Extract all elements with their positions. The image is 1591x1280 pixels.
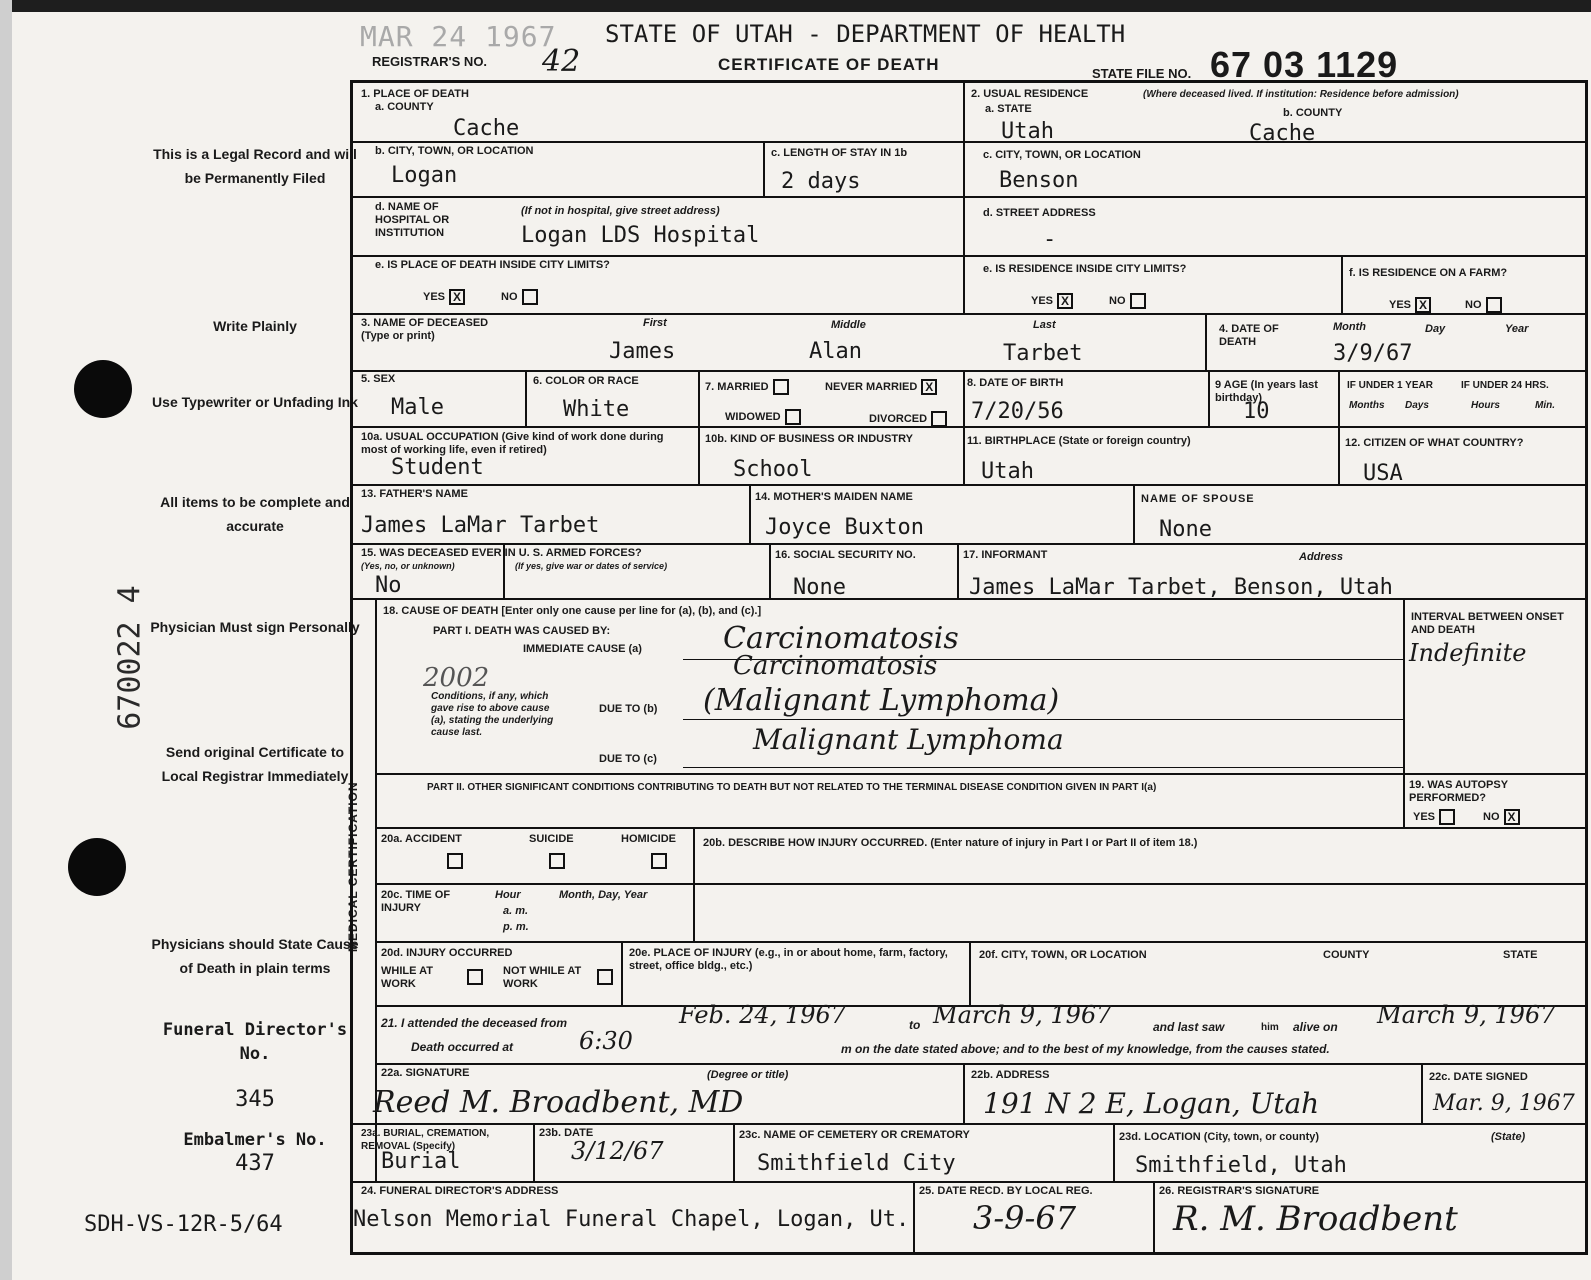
scan-top-edge [0,0,1591,12]
label-sig-address: 22b. ADDRESS [971,1069,1050,1081]
rule [353,313,1588,315]
label-res-city: c. CITY, TOWN, OR LOCATION [983,149,1141,161]
funeral-director-no: 345 [235,1087,275,1112]
rule [1338,426,1340,484]
value-race: White [563,397,630,422]
registrar-no-label: REGISTRAR'S NO. [372,54,488,69]
label-reg-sig: 26. REGISTRAR'S SIGNATURE [1159,1185,1320,1197]
label-month: Month [1333,321,1366,333]
farm-no: NO [1465,297,1502,313]
value-age: 10 [1243,399,1270,424]
rule [375,883,1588,885]
value-burial: Burial [381,1149,461,1174]
handwritten-date-signed: Mar. 9, 1967 [1433,1091,1575,1116]
label-birthplace: 11. BIRTHPLACE (State or foreign country) [967,435,1191,447]
label-last-saw: and last saw [1153,1020,1225,1034]
side-note: Write Plainly [213,318,297,334]
value-occupation: Student [391,455,484,480]
checkbox-no[interactable]: X [1504,809,1520,825]
label-am: a. m. [503,905,529,917]
value-street: - [1043,227,1057,252]
handwritten-cause-b: (Malignant Lymphoma) [703,683,1060,718]
rule [353,370,1588,372]
checkbox-yes[interactable] [1439,809,1455,825]
checkbox-homicide[interactable] [651,853,667,869]
rule [353,196,1588,198]
label-min: Min. [1535,400,1555,411]
label-sex: 5. SEX [361,373,396,385]
value-hospital: Logan LDS Hospital [521,223,760,248]
rule [1338,370,1340,428]
label-married: 7. MARRIED [705,379,789,395]
handwritten-attend-from: Feb. 24, 1967 [679,1001,847,1029]
value-county: Cache [453,116,520,141]
value-father: James LaMar Tarbet [361,513,600,538]
rule [683,767,1403,768]
value-res-county: Cache [1249,121,1316,146]
checkbox-yes[interactable]: X [449,289,465,305]
checkbox-no[interactable] [522,289,538,305]
registrar-no: 42 [542,44,581,79]
label-hours: Hours [1471,400,1500,411]
label-date-signed: 22c. DATE SIGNED [1429,1071,1528,1083]
label-injury-state: STATE [1503,949,1538,961]
label-county: a. COUNTY [375,101,434,113]
value-armed: No [375,573,402,598]
checkbox-suicide[interactable] [549,853,565,869]
embalmer-no: 437 [235,1151,275,1176]
rule [913,1181,915,1255]
typed-cause-a: Carcinomatosis [733,651,938,681]
value-city: Logan [391,163,458,188]
value-res-state: Utah [1001,119,1054,144]
label-address: Address [1299,551,1344,563]
autopsy-yes: YES [1413,809,1455,825]
label-hospital-note: (If not in hospital, give street address) [521,205,720,217]
label-mdy: Month, Day, Year [559,889,648,901]
rule [353,1123,1588,1125]
checkbox-not-work[interactable] [597,969,613,985]
label-date-recd: 25. DATE RECD. BY LOCAL REG. [919,1185,1093,1197]
rule [375,827,1588,829]
label-injury-how: 20b. DESCRIBE HOW INJURY OCCURRED. (Enter nature of injury in Part I or Part II of item 18.) [703,837,1198,849]
label-hour: Hour [495,889,521,901]
value-middle-name: Alan [809,339,862,364]
rule [621,941,623,1005]
side-note: Physicians should State Cause of Death in plain terms [151,936,359,976]
label-dob: 8. DATE OF BIRTH [967,377,1064,389]
label-injury-county: COUNTY [1323,949,1370,961]
state-file-label: STATE FILE NO. [1092,66,1192,81]
label-widowed: WIDOWED [725,409,801,425]
label-suicide: SUICIDE [529,833,574,845]
label-city-injury: 20f. CITY, TOWN, OR LOCATION [979,949,1147,961]
checkbox-married[interactable] [773,379,789,395]
label-time-injury: 20c. TIME OF INJURY [381,889,451,914]
label-death-at: Death occurred at [411,1040,514,1054]
rule [963,426,965,484]
rule [353,255,1588,257]
label-accident: 20a. ACCIDENT [381,833,462,845]
rule [1341,255,1343,313]
label-usual-residence: 2. USUAL RESIDENCE [971,88,1089,100]
handwritten-reg-sig: R. M. Broadbent [1173,1199,1458,1239]
label-cause: 18. CAUSE OF DEATH [Enter only one cause per line for (a), (b), and (c).] [383,605,762,617]
label-funeral: 24. FUNERAL DIRECTOR'S ADDRESS [361,1185,559,1197]
rule [353,1181,1588,1183]
label-him: him [1261,1022,1279,1033]
label-under24: IF UNDER 24 HRS. [1461,380,1549,391]
rule [1113,1123,1115,1181]
rule [969,941,971,1005]
punch-hole [68,838,126,896]
label-due-b: DUE TO (b) [599,703,658,715]
handwritten-cause-c: Malignant Lymphoma [753,723,1064,756]
label-first: First [643,317,667,329]
label-location: 23d. LOCATION (City, town, or county) [1119,1131,1320,1143]
label-to: to [909,1018,921,1032]
label-while-work: WHILE AT WORK [381,965,433,990]
res-in-city-yes: YES X [1031,293,1073,309]
side-note: Use Typewriter or Unfading Ink [152,394,358,410]
label-state: a. STATE [985,103,1032,115]
rule [525,370,527,427]
rule [963,83,965,313]
checkbox-while-work[interactable] [467,969,483,985]
rule [963,1063,965,1123]
received-stamp: MAR 24 1967 [360,20,557,53]
label-not-work: NOT WHILE AT WORK [503,965,582,990]
label-spouse: NAME OF SPOUSE [1141,493,1255,505]
label-part1: PART I. DEATH WAS CAUSED BY: [433,625,611,637]
handwritten-cause-a: Carcinomatosis [723,621,959,656]
rule [683,719,1403,720]
checkbox-divorced[interactable] [931,411,947,427]
label-armed: 15. WAS DECEASED EVER IN U. S. ARMED FORCES? [361,547,642,559]
label-father: 13. FATHER'S NAME [361,488,468,500]
label-date-death: 4. DATE OF DEATH [1219,323,1279,348]
handwritten-interval: Indefinite [1409,639,1527,667]
farm-yes: YES X [1389,297,1431,313]
scan-left-edge [0,0,12,1280]
label-occupation: 10a. USUAL OCCUPATION (Give kind of work done during most of working life, even if retired) [361,431,664,456]
label-residence-note: (Where deceased lived. If institution: Residence before admission) [1143,89,1459,100]
certificate-title: CERTIFICATE OF DEATH [718,55,940,74]
label-divorced: DIVORCED [869,411,947,427]
rule [533,1123,535,1181]
checkbox-never-married[interactable]: X [921,379,937,395]
value-last-name: Tarbet [1003,341,1083,366]
rule [1421,1063,1423,1123]
embalmer-label: Embalmer's No. [183,1130,327,1150]
label-street: d. STREET ADDRESS [983,207,1096,219]
value-first-name: James [609,339,676,364]
value-res-city: Benson [999,168,1079,193]
page-header: STATE OF UTAH - DEPARTMENT OF HEALTH [605,20,1126,48]
checkbox-yes[interactable]: X [1415,297,1431,313]
label-cemetery: 23c. NAME OF CEMETERY OR CREMATORY [739,1129,970,1141]
label-months: Months [1349,400,1385,411]
label-city: b. CITY, TOWN, OR LOCATION [375,145,534,157]
rule [957,543,959,598]
rule [763,141,765,196]
label-citizen: 12. CITIZEN OF WHAT COUNTRY? [1345,437,1524,449]
label-part2: PART II. OTHER SIGNIFICANT CONDITIONS CONTRIBUTING TO DEATH BUT NOT RELATED TO THE TERMINAL DISEASE CONDITION GIVEN IN PART I(a) [427,782,1157,793]
rule [353,426,1588,428]
label-informant: 17. INFORMANT [963,549,1048,561]
label-day: Day [1425,323,1446,335]
vertical-document-number: 670022 4 [112,585,148,730]
label-never-married: NEVER MARRIED X [825,379,937,395]
label-interval: INTERVAL BETWEEN ONSET AND DEATH [1411,611,1564,636]
label-age: 9 AGE (In years last birthday) [1215,379,1318,404]
label-degree: (Degree or title) [707,1069,789,1081]
label-burial-date: 23b. DATE [539,1127,594,1139]
rule [693,827,695,941]
rule [749,484,751,543]
label-ssn: 16. SOCIAL SECURITY NO. [775,549,916,561]
value-informant: James LaMar Tarbet, Benson, Utah [969,575,1393,600]
state-file-no: 67 03 1129 [1210,44,1399,85]
handwritten-burial-date: 3/12/67 [571,1137,664,1165]
label-business: 10b. KIND OF BUSINESS OR INDUSTRY [705,433,914,445]
handwritten-sig-address: 191 N 2 E, Logan, Utah [983,1087,1320,1120]
handwritten-attend-to: March 9, 1967 [933,1001,1112,1029]
rule [1403,773,1405,827]
label-armed-note1: (Yes, no, or unknown) [361,561,455,571]
label-days: Days [1405,400,1429,411]
label-race: 6. COLOR OR RACE [533,375,639,387]
checkbox-no[interactable] [1130,293,1146,309]
label-alive-on: alive on [1293,1020,1338,1034]
label-immediate: IMMEDIATE CAUSE (a) [523,643,642,655]
funeral-director-label: Funeral Director's No. [162,1020,348,1064]
label-mother: 14. MOTHER'S MAIDEN NAME [755,491,913,503]
side-note: Physician Must sign Personally [150,619,360,635]
rule [733,1123,735,1181]
res-in-city-no: NO [1109,293,1146,309]
label-res-in-city: e. IS RESIDENCE INSIDE CITY LIMITS? [983,263,1187,275]
form-code: SDH-VS-12R-5/64 [84,1212,283,1237]
label-last: Last [1033,319,1056,331]
value-mother: Joyce Buxton [765,515,924,540]
label-pm: p. m. [503,921,529,933]
rule [353,141,1588,143]
value-date-death: 3/9/67 [1333,341,1413,366]
label-armed-note2: (If yes, give war or dates of service) [515,561,668,571]
label-conditions: Conditions, if any, which gave rise to above cause (a), stating the underlying cause last. [431,691,554,738]
rule [375,773,1588,775]
label-middle: Middle [831,319,866,331]
label-under1: IF UNDER 1 YEAR [1347,380,1433,391]
label-autopsy: 19. WAS AUTOPSY PERFORMED? [1409,779,1508,804]
value-spouse: None [1159,517,1212,542]
value-citizen: USA [1363,461,1403,486]
label-death-in-city: e. IS PLACE OF DEATH INSIDE CITY LIMITS? [375,259,610,271]
punch-hole [74,360,132,418]
handwritten-date-recd: 3-9-67 [973,1199,1077,1237]
value-location: Smithfield, Utah [1135,1153,1347,1178]
label-year: Year [1505,323,1529,335]
rule [353,543,1588,545]
value-funeral: Nelson Memorial Funeral Chapel, Logan, Ut. [353,1207,910,1232]
checkbox-no[interactable] [1486,297,1502,313]
label-on-date: m on the date stated above; and to the best of my knowledge, from the causes stated. [841,1042,1330,1056]
label-injury-occurred: 20d. INJURY OCCURRED [381,947,513,959]
label-hospital: d. NAME OF HOSPITAL OR INSTITUTION [375,201,450,239]
rule [963,370,965,427]
certificate-form [350,80,1588,1255]
label-burial: 23a. BURIAL, CREMATION, REMOVAL (Specify) [361,1128,490,1152]
label-due-c: DUE TO (c) [599,753,657,765]
medical-certification-label: MEDICAL CERTIFICATION [346,781,360,952]
side-note: Send original Certificate to Local Registrar Immediately [161,744,349,784]
value-length-stay: 2 days [781,169,861,194]
checkbox-widowed[interactable] [785,409,801,425]
rule [1153,1181,1155,1255]
label-state-paren: (State) [1491,1131,1526,1143]
rule [1205,313,1207,370]
value-cemetery: Smithfield City [757,1151,956,1176]
value-sex: Male [391,395,444,420]
death-in-city-yes: YES X [423,289,465,305]
rule [375,941,1588,943]
label-signature: 22a. SIGNATURE [381,1067,470,1079]
rule [353,484,1588,486]
rule [375,1063,1588,1065]
value-business: School [733,457,813,482]
rule [769,543,771,598]
label-length-stay: c. LENGTH OF STAY IN 1b [771,147,908,159]
label-place-of-death: 1. PLACE OF DEATH [361,88,469,100]
label-farm: f. IS RESIDENCE ON A FARM? [1349,267,1508,279]
checkbox-yes[interactable]: X [1057,293,1073,309]
rule [1133,484,1135,543]
death-in-city-no: NO [501,289,538,305]
label-attended: 21. I attended the deceased from [381,1016,568,1030]
rule [698,370,700,427]
label-place-injury: 20e. PLACE OF INJURY (e.g., in or about home, farm, factory, street, office bldg., etc.) [629,947,948,972]
value-dob: 7/20/56 [971,399,1064,424]
side-note: All items to be complete and accurate [160,494,350,534]
value-birthplace: Utah [981,459,1034,484]
handwritten-alive-on: March 9, 1967 [1377,1001,1556,1029]
handwritten-signature: Reed M. Broadbent, MD [373,1085,744,1120]
label-name: 3. NAME OF DECEASED (Type or print) [361,317,489,342]
cause-code: 2002 [423,663,490,693]
value-ssn: None [793,575,846,600]
rule [698,426,700,484]
handwritten-time: 6:30 [579,1027,633,1055]
checkbox-accident[interactable] [447,853,463,869]
label-homicide: HOMICIDE [621,833,676,845]
side-note: This is a Legal Record and will be Permanently Filed [153,146,357,186]
label-res-county: b. COUNTY [1283,107,1343,119]
autopsy-no: NO X [1483,809,1520,825]
rule [1208,370,1210,427]
